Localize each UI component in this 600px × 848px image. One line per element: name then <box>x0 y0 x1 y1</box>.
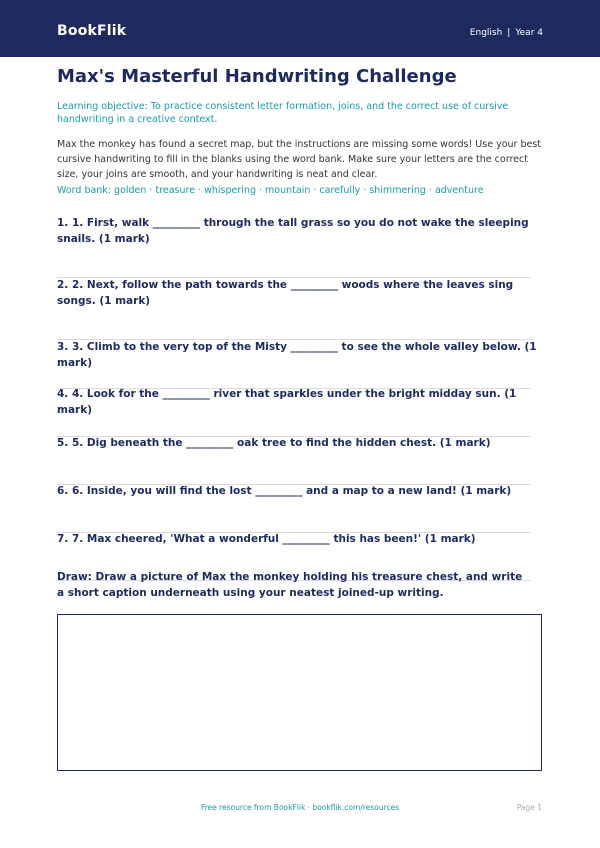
footer-text: Free resource from BookFlik · bookflik.com/resources <box>200 803 400 812</box>
draw-task: Draw: Draw a picture of Max the monkey holding his treasure chest, and write a short caption underneath using your neatest joined-up writing. <box>57 571 523 599</box>
page-title: Max's Masterful Handwriting Challenge <box>57 66 457 87</box>
instructions-paragraph: Max the monkey has found a secret map, but the instructions are missing some words! Use your best cursive handwriting to fill in the blanks using the word bank. Make sure your letters are the correct size, your joins are smooth, and your handwriting is neat and clear. <box>57 139 542 180</box>
word-bank: Word bank: golden · treasure · whispering · mountain · carefully · shimmering · adventure <box>57 185 484 196</box>
question-7: 7. 7. Max cheered, 'What a wonderful _________ this has been!' (1 mark) <box>57 533 476 545</box>
subject-year <box>470 28 543 38</box>
question-3: 3. 3. Climb to the very top of the Misty _________ to see the whole valley below. (1 mark) <box>57 341 537 369</box>
subject-label: English <box>469 28 503 38</box>
header-bar <box>0 0 600 57</box>
page-number: Page 1 <box>516 803 542 812</box>
question-4: 4. 4. Look for the _________ river that sparkles under the bright midday sun. (1 mark) <box>57 388 517 416</box>
meta-separator: | <box>507 28 511 38</box>
learning-objective: Learning objective: To practice consistent letter formation, joins, and the correct use of cursive handwriting in a creative context. <box>57 101 509 125</box>
question-2: 2. 2. Next, follow the path towards the _________ woods where the leaves sing songs. (1 mark) <box>57 279 514 307</box>
question-1: 1. 1. First, walk _________ through the tall grass so you do not wake the sleeping snails. (1 mark) <box>57 217 529 245</box>
drawing-area[interactable] <box>57 614 542 771</box>
brand-logo[interactable]: BookFlik <box>57 23 127 39</box>
question-5: 5. 5. Dig beneath the _________ oak tree to find the hidden chest. (1 mark) <box>57 437 491 449</box>
question-6: 6. 6. Inside, you will find the lost _________ and a map to a new land! (1 mark) <box>57 485 512 497</box>
year-label: Year 4 <box>515 28 543 38</box>
